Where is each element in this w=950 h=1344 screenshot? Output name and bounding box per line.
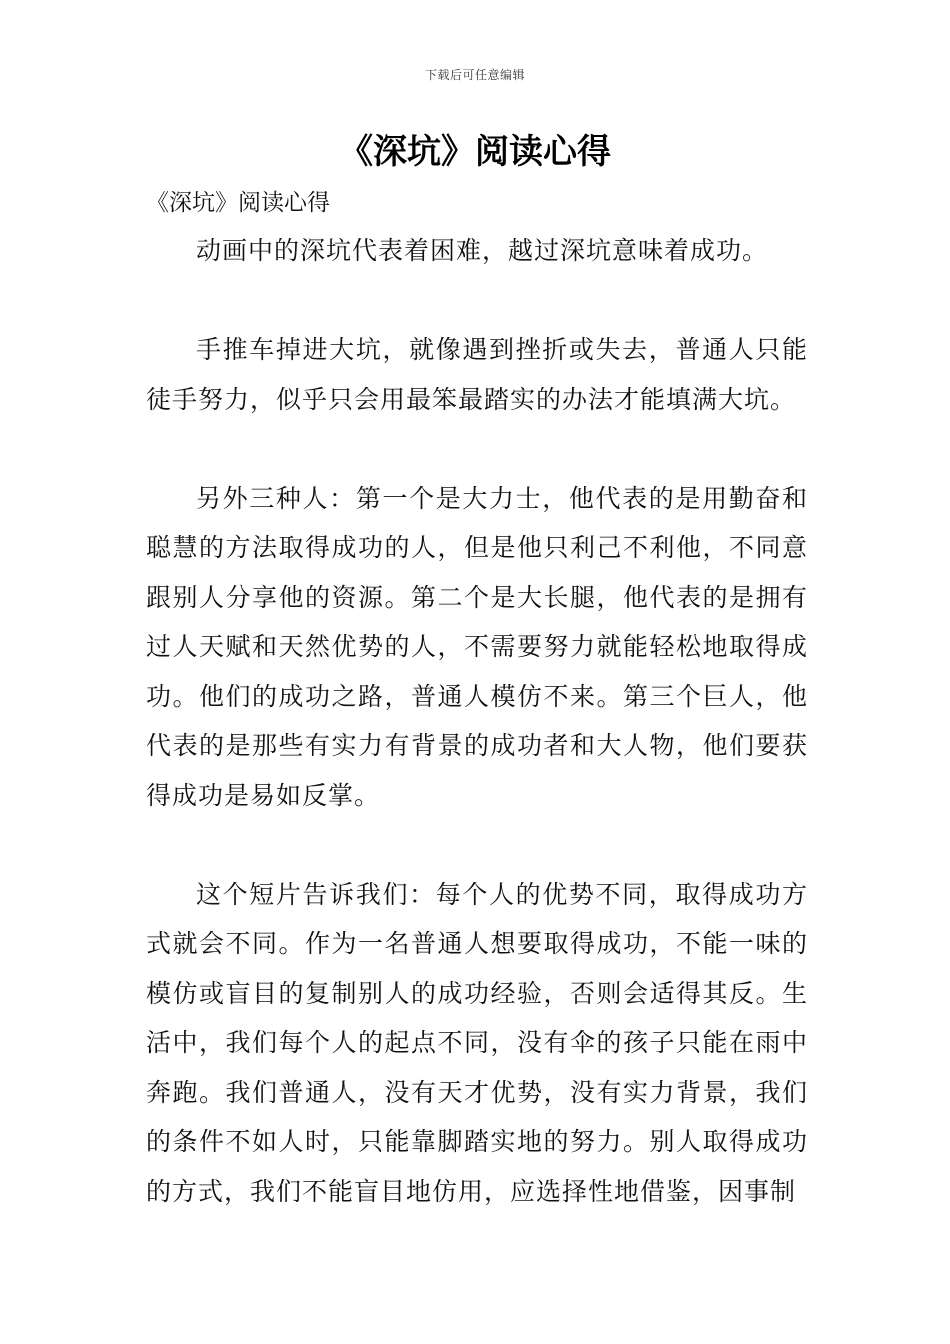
document-subtitle: 《深坑》阅读心得 — [146, 190, 330, 216]
page-title: 《深坑》阅读心得 — [339, 132, 611, 172]
paragraph: 这个短片告诉我们：每个人的优势不同，取得成功方式就会不同。作为一名普通人想要取得成功，不能一味的模仿或盲目的复制别人的成功经验，否则会适得其反。生活中，我们每个人的起点不同，没有伞的孩子只能在雨中奔跑。我们普通人，没有天才优势，没有实力背景，我们的条件不如人时，只能靠脚踏实地的努力。别人取得成功的方式，我们不能盲目地仿用，应选择性地借鉴，因事制 — [146, 879, 808, 1206]
header-note: 下载后可任意编辑 — [424, 68, 525, 82]
paragraph: 动画中的深坑代表着困难，越过深坑意味着成功。 — [196, 236, 769, 265]
document-body — [146, 226, 808, 1266]
paragraph: 手推车掉进大坑，就像遇到挫折或失去，普通人只能徒手努力，似乎只会用最笨最踏实的办法才能填满大坑。 — [146, 335, 808, 414]
paragraph: 另外三种人：第一个是大力士，他代表的是用勤奋和聪慧的方法取得成功的人，但是他只利己不利他，不同意跟别人分享他的资源。第二个是大长腿，他代表的是拥有过人天赋和天然优势的人，不需要努力就能轻松地取得成功。他们的成功之路，普通人模仿不来。第三个巨人，他代表的是那些有实力有背景的成功者和大人物，他们要获得成功是易如反掌。 — [146, 483, 808, 810]
